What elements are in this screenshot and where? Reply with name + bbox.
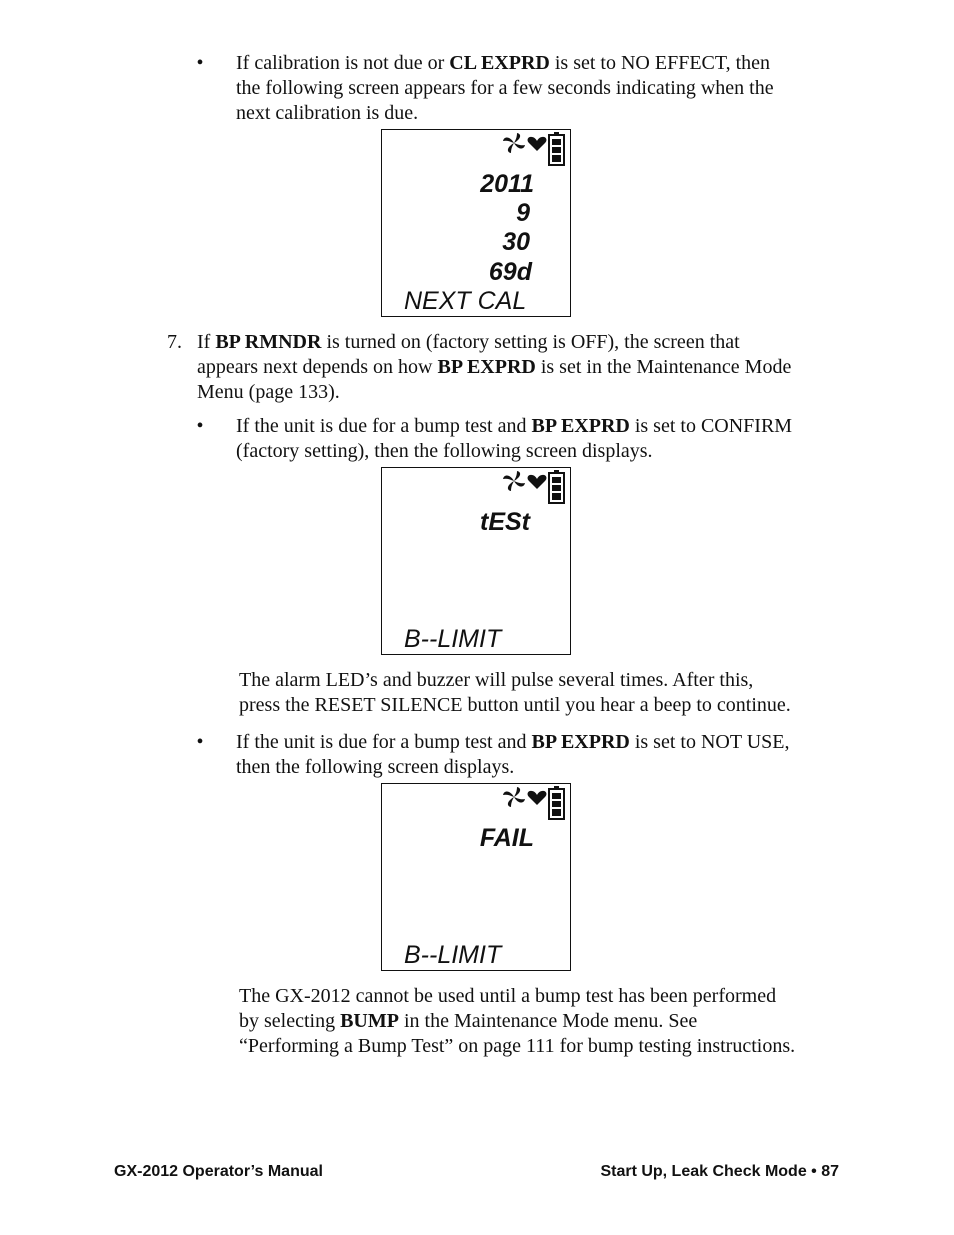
lcd-bottom-label: B--LIMIT [404,625,502,653]
status-icons [500,786,566,820]
lcd-main-text: FAIL [479,824,534,852]
heartbeat-icon [528,475,547,489]
step-number: 7. [167,331,182,353]
step7-text: If BP RMNDR is turned on (factory setting is OFF), the screen that appears next depends on how BP EXPRD is set in the Maintenance Mode Menu (page 133). [197,331,792,403]
status-icons [500,470,566,504]
footer-manual-title: GX-2012 Operator’s Manual [114,1163,323,1180]
bullet3-text: If the unit is due for a bump test and BP EXPRD is set to NOT USE, then the following screen displays. [236,731,790,778]
bullet1-text: If calibration is not due or CL EXPRD is set to NO EFFECT, then the following screen appears for a few seconds indicating when the next calibration is due. [236,52,774,124]
heartbeat-icon [528,791,547,805]
battery-icon [549,786,564,819]
bullet-marker: • [196,415,204,437]
pump-fan-icon [503,471,525,491]
battery-icon [549,470,564,503]
bullet2-text: If the unit is due for a bump test and BP EXPRD is set to CONFIRM (factory setting), then the following screen displays. [236,415,793,462]
lcd-bottom-label: B--LIMIT [404,941,502,969]
alarm-paragraph: The alarm LED’s and buzzer will pulse several times. After this, press the RESET SILENCE button until you hear a beep to continue. [239,669,791,716]
lcd-bottom-label: NEXT CAL [404,287,527,315]
lcd-day: 30 [502,228,530,256]
lcd-month: 9 [516,199,530,227]
lcd-screen-next-cal [381,129,571,317]
pump-fan-icon [503,787,525,807]
lcd-year: 2011 [480,170,534,198]
status-icons [500,132,566,166]
lcd-screen-fail [381,783,571,971]
footer-section-page: Start Up, Leak Check Mode • 87 [600,1163,839,1180]
battery-icon [549,132,564,165]
lcd-days-remaining: 69d [488,258,532,286]
pump-fan-icon [503,133,525,153]
bullet-marker: • [196,731,204,753]
lcd-screen-test [381,467,571,655]
bump-paragraph: The GX-2012 cannot be used until a bump test has been performed by selecting BUMP in the Maintenance Mode menu. See “Performing a Bump Test” on page 111 for bump testing instructions. [239,985,796,1057]
bullet-marker: • [196,52,204,74]
heartbeat-icon [528,137,547,151]
lcd-main-text: tESt [480,508,530,536]
